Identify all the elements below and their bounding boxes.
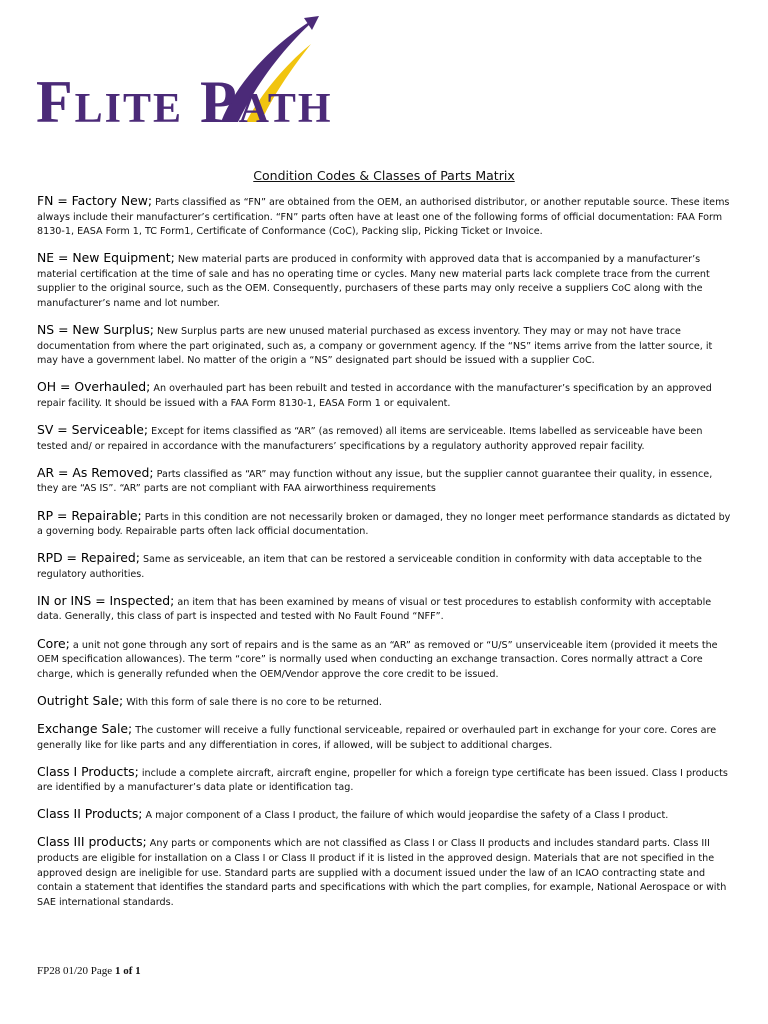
definition-entry	[37, 380, 732, 411]
definitions-list	[37, 194, 732, 922]
definition-term: FN = Factory New;	[37, 193, 153, 208]
definition-entry	[37, 423, 732, 454]
page-footer	[37, 965, 141, 977]
definition-text: Any parts or components which are not classified as Class I or Class II products and includes standard parts. Class III products are eligible for installation on a Class I or Class II product if it is listed in the approved design. Materials that are not specified in the approved design are ineligible for use. Standard parts are supplied with a document issued under the law of an ICAO contracting state and contain a statement that identifies the standard parts and specifications with which the part complies, for example, National Aerospace or with SAE international standards.	[37, 838, 727, 908]
definition-term: SV = Serviceable;	[37, 422, 149, 438]
definition-text: With this form of sale there is no core to be returned.	[126, 696, 382, 708]
definition-entry	[37, 807, 732, 824]
definition-entry	[37, 551, 732, 582]
definition-text: an item that has been examined by means of visual or test procedures to establish conformity with acceptable data. Generally, this class of part is inspected and tested with No Fault Found “NFF”.	[37, 596, 712, 623]
definition-text: Same as serviceable, an item that can be restored a serviceable condition in conformity with data acceptable to the regulatory authorities.	[37, 554, 702, 580]
definition-term: Outright Sale;	[37, 692, 124, 708]
definition-text: New Surplus parts are new unused material purchased as excess inventory. They may or may not have trace documentation from where the part originated, such as, a company or government agency. If the “NS” items arrive from the latter source, it may have a government label. No matter of the origin a “NS” designated part should be issued with a supplier CoC.	[37, 326, 713, 367]
definition-term: Core;	[37, 635, 70, 651]
definition-entry	[37, 765, 732, 796]
document-title: Condition Codes & Classes of Parts Matrix	[253, 168, 515, 183]
definition-text: The customer will receive a fully functional serviceable, repaired or overhauled part in exchange for your core. Cores are generally like for like parts and any differentiation in cores, if allowed, will be subject to additional charges.	[37, 724, 717, 751]
definition-entry	[37, 637, 732, 683]
definition-text: Parts classified as “FN” are obtained from the OEM, an authorised distributor, or another reputable source. These items always include their manufacturer’s certification. “FN” parts often have at least one of the following forms of official documentation: FAA Form 8130-1, EASA Form 1, TC Form1, Certificate of Conformance (CoC), Packing slip, Picking Ticket or Invoice.	[37, 197, 730, 238]
definition-term: Class III products;	[37, 834, 147, 850]
definition-term: Class II Products;	[37, 806, 143, 822]
definition-entry	[37, 194, 732, 240]
logo-wordmark: Flite Path	[36, 69, 333, 135]
definition-term: IN or INS = Inspected;	[37, 592, 175, 608]
definition-term: RPD = Repaired;	[37, 550, 140, 566]
definition-text: Parts classified as “AR” may function without any issue, but the supplier cannot guarantee their quality, in essence, they are “AS IS”. “AR” parts are not compliant with FAA airworthiness requirements	[37, 468, 713, 495]
definition-text: An overhauled part has been rebuilt and tested in accordance with the manufacturer’s specification by an approved repair facility. It should be issued with a FAA Form 8130-1, EASA Form 1 or equivalent.	[37, 383, 712, 410]
definition-term: RP = Repairable;	[37, 507, 142, 523]
definition-entry	[37, 835, 732, 910]
definition-text: Parts in this condition are not necessarily broken or damaged, they no longer meet performance standards as dictated by a governing body. Repairable parts often lack official documentation.	[37, 511, 731, 538]
definition-text: a unit not gone through any sort of repairs and is the same as an “AR” as removed or “U/S” unserviceable item (provided it meets the OEM specification allowances). The term “core” is normally used when conducting an exchange transaction. Cores normally attract a Core charge, which is generally refunded when the OEM/Vendor approve the core credit to be issued.	[37, 639, 718, 680]
footer-page-number: 1	[114, 965, 121, 977]
flite-path-logo	[36, 14, 396, 135]
definition-text: New material parts are produced in conformity with approved data that is accompanied by a manufacturer’s material certification at the time of sale and has no operating time or cycles. Many new material parts lack complete trace from the current supplier to the original source, such as the OEM. Consequently, purchasers of these parts may only receive a suppliers CoC along with the manufacturer’s name and lot number.	[37, 254, 710, 310]
definition-term: OH = Overhauled;	[37, 379, 151, 395]
definition-term: NE = New Equipment;	[37, 250, 175, 266]
footer-of: of	[123, 965, 133, 977]
definition-entry	[37, 594, 732, 625]
definition-term: Class I Products;	[37, 763, 139, 779]
definition-entry	[37, 323, 732, 369]
definition-term: Exchange Sale;	[37, 720, 133, 736]
footer-page-total: 1	[135, 965, 141, 977]
definition-text: Except for items classified as “AR” (as removed) all items are serviceable. Items labelled as serviceable have been tested and/ or repaired in accordance with the manufacturers’ specifications by a regulatory authority approved repair facility.	[37, 426, 703, 452]
definition-entry	[37, 722, 732, 753]
definition-term: AR = As Removed;	[37, 464, 154, 480]
definition-term: NS = New Surplus;	[37, 322, 154, 338]
definition-entry	[37, 509, 732, 540]
definition-text: A major component of a Class I product, the failure of which would jeopardise the safety of a Class I product.	[145, 810, 669, 822]
definition-entry	[37, 466, 732, 497]
footer-code: FP28 01/20 Page	[37, 965, 113, 977]
definition-entry	[37, 694, 732, 711]
definition-entry	[37, 251, 732, 311]
definition-text: include a complete aircraft, aircraft engine, propeller for which a foreign type certificate has been issued. Class I products are identified by a manufacturer’s data plate or identification tag.	[37, 767, 728, 794]
